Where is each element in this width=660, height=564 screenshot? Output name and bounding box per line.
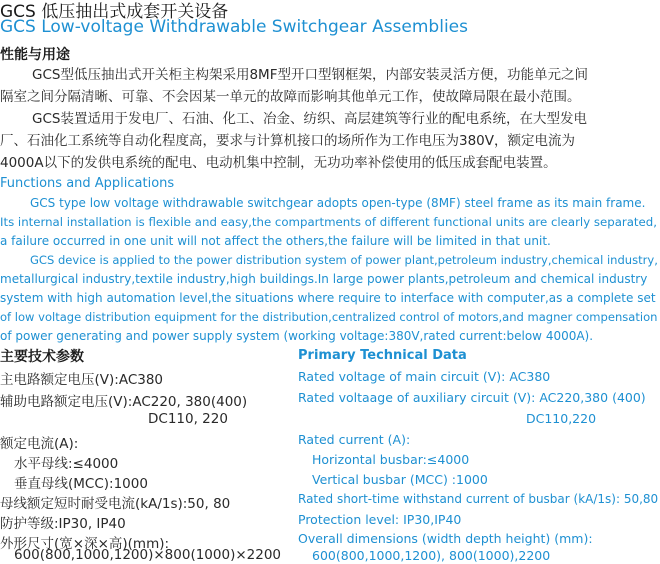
spec-cn-item: 垂直母线(MCC):1000 bbox=[14, 476, 148, 492]
spec-cn-item: 辅助电路额定电压(V):AC220, 380(400) bbox=[0, 394, 248, 410]
title-cn: GCS 低压抽出式成套开关设备 bbox=[0, 2, 229, 22]
spec-cn-item: 母线额定短时耐受电流(kA/1s):50, 80 bbox=[0, 496, 231, 512]
spec-en-item: 600(800,1000,1200), 800(1000),2200 bbox=[312, 548, 551, 563]
para-en-line: Its internal installation is flexible and easy,the compartments of different functional units are clearly separated, bbox=[0, 215, 657, 229]
spec-cn-item: 水平母线:≤4000 bbox=[14, 456, 119, 472]
para-en-line: GCS type low voltage withdrawable switchgear adopts open-type (8MF) steel frame as its main frame. bbox=[30, 196, 646, 210]
spec-cn-item: 外形尺寸(宽×深×高)(mm): bbox=[0, 536, 170, 552]
spec-cn-item: 主电路额定电压(V):AC380 bbox=[0, 372, 164, 388]
para-cn-line: GCS型低压抽出式开关柜主构架采用8MF型开口型钢框架，内部安装灵活方便，功能单元之间 bbox=[32, 67, 588, 83]
spec-en-item: Rated short-time withstand current of busbar (kA/1s): 50,80 bbox=[298, 492, 659, 506]
para-cn-line: 隔室之间分隔清晰、可靠、不会因某一单元的故障而影响其他单元工作，使故障局限在最小范围。 bbox=[0, 89, 581, 105]
spec-en-item: Rated current (A): bbox=[298, 432, 411, 447]
spec-cn-item: 600(800,1000,1200)×800(1000)×2200 bbox=[14, 547, 282, 563]
para-en-line: system with high automation level,the situations where require to interface with computer,as a complete set bbox=[0, 291, 656, 305]
para-cn-line: GCS装置适用于发电厂、石油、化工、冶金、纺织、高层建筑等行业的配电系统，在大型发电 bbox=[32, 111, 587, 127]
spec-en-item: Rated voltage of main circuit (V): AC380 bbox=[298, 369, 551, 384]
spec-en-item: Vertical busbar (MCC) :1000 bbox=[312, 472, 488, 487]
spec-en-item: Overall dimensions (width depth height) (mm): bbox=[298, 531, 593, 546]
spec-heading-en: Primary Technical Data bbox=[298, 348, 467, 363]
para-en-line: GCS device is applied to the power distribution system of power plant,petroleum industry,chemical industry, bbox=[30, 253, 658, 267]
spec-en-item: Protection level: IP30,IP40 bbox=[298, 512, 462, 527]
spec-cn-item: 额定电流(A): bbox=[0, 436, 79, 452]
spec-cn-item: DC110, 220 bbox=[148, 411, 228, 427]
spec-heading-cn: 主要技术参数 bbox=[0, 349, 84, 365]
section-heading-en: Functions and Applications bbox=[0, 176, 175, 191]
para-cn-line: 4000A以下的发供电系统的配电、电动机集中控制，无功功率补偿使用的低压成套配电装置。 bbox=[0, 155, 557, 171]
para-en-line: of low voltage distribution equipment for the distribution,centralized control of motors,and magner compensation bbox=[0, 310, 658, 324]
title-en: GCS Low-voltage Withdrawable Switchgear Assemblies bbox=[0, 17, 468, 37]
spec-en-item: Horizontal busbar:≤4000 bbox=[312, 452, 470, 467]
para-en-line: of power generating and power supply system (working voltage:380V,rated current:below 4000A). bbox=[0, 329, 594, 343]
spec-en-item: DC110,220 bbox=[526, 411, 597, 426]
para-en-line: metallurgical industry,textile industry,high buildings.In large power plants,petroleum and chemical industry bbox=[0, 272, 648, 286]
para-en-line: a failure occurred in one unit will not affect the others,the failure will be limited in that unit. bbox=[0, 234, 551, 248]
spec-en-item: Rated voltaage of auxiliary circuit (V): AC220,380 (400) bbox=[298, 390, 646, 405]
section-heading-cn: 性能与用途 bbox=[0, 47, 70, 63]
spec-cn-item: 防护等级:IP30, IP40 bbox=[0, 516, 126, 532]
para-cn-line: 厂、石油化工系统等自动化程度高，要求与计算机接口的场所作为工作电压为380V，额定电流为 bbox=[0, 133, 576, 149]
